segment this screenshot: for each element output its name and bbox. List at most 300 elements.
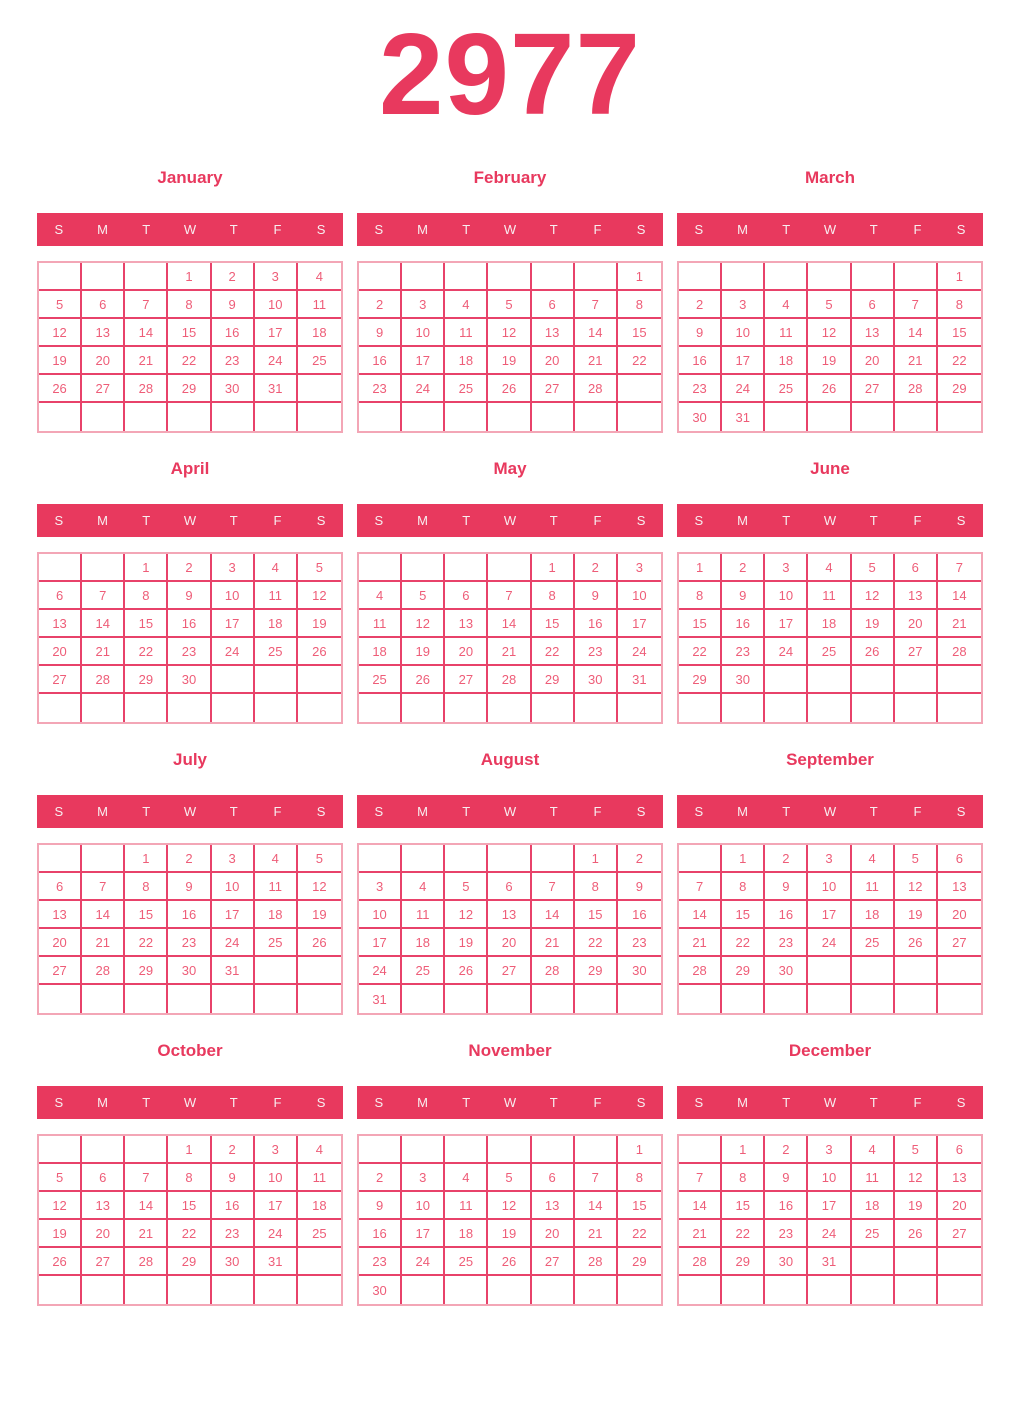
- day-cell: 24: [212, 638, 255, 666]
- weekday-label: S: [316, 804, 326, 819]
- day-cell: 4: [359, 582, 402, 610]
- month-date-grid: [677, 843, 983, 1015]
- day-cell: 3: [255, 1136, 298, 1164]
- empty-day-cell: [298, 403, 341, 431]
- day-cell: 25: [298, 1220, 341, 1248]
- day-cell: 19: [445, 929, 488, 957]
- month-april: [37, 447, 343, 724]
- day-cell: 19: [39, 1220, 82, 1248]
- day-cell: 18: [445, 347, 488, 375]
- day-cell: 3: [255, 263, 298, 291]
- day-cell: 5: [445, 873, 488, 901]
- day-cell: 8: [722, 873, 765, 901]
- day-cell: 8: [938, 291, 981, 319]
- day-cell: 25: [255, 638, 298, 666]
- day-cell: 18: [445, 1220, 488, 1248]
- month-date-grid: [37, 843, 343, 1015]
- empty-day-cell: [852, 957, 895, 985]
- day-cell: 28: [488, 666, 531, 694]
- day-cell: 3: [722, 291, 765, 319]
- empty-day-cell: [488, 985, 531, 1013]
- day-cell: 4: [852, 1136, 895, 1164]
- empty-day-cell: [808, 666, 851, 694]
- empty-day-cell: [445, 1276, 488, 1304]
- empty-day-cell: [765, 263, 808, 291]
- day-cell: 14: [125, 1192, 168, 1220]
- empty-day-cell: [212, 403, 255, 431]
- day-cell: 28: [125, 375, 168, 403]
- day-cell: 1: [168, 263, 211, 291]
- month-date-grid: [357, 843, 663, 1015]
- empty-day-cell: [532, 985, 575, 1013]
- weekday-label: T: [782, 513, 791, 528]
- empty-day-cell: [488, 403, 531, 431]
- empty-day-cell: [402, 403, 445, 431]
- month-december: [677, 1029, 983, 1306]
- day-cell: 5: [895, 845, 938, 873]
- day-cell: 21: [125, 1220, 168, 1248]
- weekday-label: M: [97, 513, 108, 528]
- day-cell: 10: [212, 873, 255, 901]
- day-cell: 5: [895, 1136, 938, 1164]
- day-cell: 27: [445, 666, 488, 694]
- day-cell: 21: [532, 929, 575, 957]
- day-cell: 22: [168, 347, 211, 375]
- day-cell: 4: [402, 873, 445, 901]
- weekday-header-row: [357, 504, 663, 537]
- day-cell: 24: [402, 1248, 445, 1276]
- day-cell: 2: [618, 845, 661, 873]
- weekday-header-row: [37, 1086, 343, 1119]
- day-cell: 10: [808, 1164, 851, 1192]
- day-cell: 9: [618, 873, 661, 901]
- day-cell: 24: [808, 929, 851, 957]
- day-cell: 2: [765, 1136, 808, 1164]
- day-cell: 13: [39, 610, 82, 638]
- day-cell: 28: [82, 666, 125, 694]
- day-cell: 17: [808, 1192, 851, 1220]
- day-cell: 8: [532, 582, 575, 610]
- day-cell: 15: [168, 1192, 211, 1220]
- day-cell: 19: [488, 347, 531, 375]
- empty-day-cell: [445, 403, 488, 431]
- empty-day-cell: [808, 263, 851, 291]
- empty-day-cell: [39, 1136, 82, 1164]
- day-cell: 10: [808, 873, 851, 901]
- day-cell: 25: [402, 957, 445, 985]
- weekday-label: M: [417, 222, 428, 237]
- day-cell: 6: [852, 291, 895, 319]
- empty-day-cell: [212, 666, 255, 694]
- weekday-label: W: [503, 513, 517, 528]
- empty-day-cell: [445, 845, 488, 873]
- day-cell: 19: [39, 347, 82, 375]
- day-cell: 31: [255, 1248, 298, 1276]
- weekday-header-row: [357, 213, 663, 246]
- empty-day-cell: [618, 694, 661, 722]
- empty-day-cell: [39, 263, 82, 291]
- day-cell: 17: [765, 610, 808, 638]
- weekday-label: T: [869, 513, 878, 528]
- day-cell: 18: [255, 901, 298, 929]
- day-cell: 3: [808, 1136, 851, 1164]
- weekday-label: S: [694, 804, 704, 819]
- empty-day-cell: [488, 1136, 531, 1164]
- day-cell: 21: [82, 929, 125, 957]
- day-cell: 5: [298, 845, 341, 873]
- month-january: [37, 156, 343, 433]
- calendar-months: [0, 156, 1020, 1320]
- weekday-label: S: [374, 1095, 384, 1110]
- day-cell: 17: [359, 929, 402, 957]
- day-cell: 15: [722, 901, 765, 929]
- day-cell: 20: [938, 901, 981, 929]
- weekday-label: T: [869, 222, 878, 237]
- day-cell: 23: [168, 638, 211, 666]
- weekday-label: S: [54, 222, 64, 237]
- day-cell: 22: [532, 638, 575, 666]
- month-date-grid: [37, 261, 343, 433]
- day-cell: 10: [359, 901, 402, 929]
- day-cell: 12: [895, 873, 938, 901]
- day-cell: 8: [679, 582, 722, 610]
- weekday-label: W: [823, 1095, 837, 1110]
- day-cell: 6: [39, 582, 82, 610]
- day-cell: 28: [82, 957, 125, 985]
- weekday-label: S: [636, 513, 646, 528]
- day-cell: 11: [852, 1164, 895, 1192]
- day-cell: 17: [212, 901, 255, 929]
- day-cell: 27: [39, 957, 82, 985]
- day-cell: 24: [359, 957, 402, 985]
- day-cell: 29: [722, 1248, 765, 1276]
- day-cell: 7: [895, 291, 938, 319]
- day-cell: 26: [895, 1220, 938, 1248]
- month-october: [37, 1029, 343, 1306]
- day-cell: 1: [168, 1136, 211, 1164]
- weekday-label: S: [54, 804, 64, 819]
- weekday-label: W: [503, 1095, 517, 1110]
- day-cell: 22: [679, 638, 722, 666]
- day-cell: 20: [532, 1220, 575, 1248]
- empty-day-cell: [125, 694, 168, 722]
- empty-day-cell: [532, 403, 575, 431]
- weekday-header-row: [677, 1086, 983, 1119]
- day-cell: 5: [488, 291, 531, 319]
- empty-day-cell: [895, 957, 938, 985]
- month-march: [677, 156, 983, 433]
- day-cell: 30: [168, 957, 211, 985]
- day-cell: 10: [402, 319, 445, 347]
- empty-day-cell: [722, 263, 765, 291]
- month-date-grid: [677, 552, 983, 724]
- month-title: September: [786, 750, 874, 769]
- weekday-label: S: [636, 804, 646, 819]
- day-cell: 21: [575, 1220, 618, 1248]
- day-cell: 20: [895, 610, 938, 638]
- day-cell: 7: [575, 1164, 618, 1192]
- day-cell: 25: [808, 638, 851, 666]
- day-cell: 1: [722, 1136, 765, 1164]
- day-cell: 27: [532, 375, 575, 403]
- day-cell: 10: [402, 1192, 445, 1220]
- empty-day-cell: [82, 403, 125, 431]
- empty-day-cell: [532, 263, 575, 291]
- empty-day-cell: [852, 1248, 895, 1276]
- weekday-label: S: [54, 1095, 64, 1110]
- day-cell: 7: [82, 873, 125, 901]
- day-cell: 24: [255, 347, 298, 375]
- day-cell: 22: [168, 1220, 211, 1248]
- month-title: March: [804, 168, 856, 187]
- day-cell: 18: [808, 610, 851, 638]
- day-cell: 22: [125, 638, 168, 666]
- day-cell: 13: [532, 319, 575, 347]
- month-title: January: [157, 168, 223, 187]
- day-cell: 22: [125, 929, 168, 957]
- empty-day-cell: [895, 263, 938, 291]
- day-cell: 11: [402, 901, 445, 929]
- day-cell: 23: [618, 929, 661, 957]
- day-cell: 8: [618, 1164, 661, 1192]
- day-cell: 29: [125, 957, 168, 985]
- day-cell: 10: [255, 291, 298, 319]
- day-cell: 14: [679, 901, 722, 929]
- empty-day-cell: [445, 263, 488, 291]
- month-february: [357, 156, 663, 433]
- month-august: [357, 738, 663, 1015]
- month-title: July: [172, 750, 208, 769]
- day-cell: 6: [39, 873, 82, 901]
- weekday-label: W: [183, 1095, 197, 1110]
- day-cell: 13: [852, 319, 895, 347]
- weekday-label: W: [503, 804, 517, 819]
- day-cell: 17: [402, 347, 445, 375]
- empty-day-cell: [488, 263, 531, 291]
- day-cell: 30: [722, 666, 765, 694]
- weekday-label: S: [956, 222, 966, 237]
- weekday-label: S: [636, 222, 646, 237]
- day-cell: 4: [445, 291, 488, 319]
- weekday-label: S: [636, 1095, 646, 1110]
- day-cell: 3: [402, 291, 445, 319]
- empty-day-cell: [895, 403, 938, 431]
- day-cell: 13: [39, 901, 82, 929]
- day-cell: 21: [679, 1220, 722, 1248]
- empty-day-cell: [938, 694, 981, 722]
- weekday-label: F: [593, 1095, 602, 1110]
- day-cell: 10: [722, 319, 765, 347]
- day-cell: 13: [895, 582, 938, 610]
- day-cell: 24: [212, 929, 255, 957]
- empty-day-cell: [212, 1276, 255, 1304]
- day-cell: 21: [679, 929, 722, 957]
- day-cell: 5: [488, 1164, 531, 1192]
- day-cell: 22: [618, 347, 661, 375]
- day-cell: 5: [852, 554, 895, 582]
- year-title: 2977: [378, 9, 642, 139]
- weekday-label: T: [142, 222, 151, 237]
- day-cell: 12: [895, 1164, 938, 1192]
- day-cell: 6: [895, 554, 938, 582]
- day-cell: 30: [575, 666, 618, 694]
- day-cell: 1: [125, 554, 168, 582]
- day-cell: 20: [852, 347, 895, 375]
- day-cell: 12: [488, 319, 531, 347]
- weekday-label: T: [462, 804, 471, 819]
- day-cell: 18: [852, 1192, 895, 1220]
- day-cell: 4: [298, 263, 341, 291]
- day-cell: 27: [852, 375, 895, 403]
- empty-day-cell: [39, 985, 82, 1013]
- day-cell: 3: [808, 845, 851, 873]
- weekday-label: S: [956, 513, 966, 528]
- day-cell: 9: [765, 873, 808, 901]
- day-cell: 21: [82, 638, 125, 666]
- day-cell: 4: [765, 291, 808, 319]
- empty-day-cell: [532, 845, 575, 873]
- weekday-label: S: [374, 222, 384, 237]
- day-cell: 23: [765, 929, 808, 957]
- empty-day-cell: [82, 985, 125, 1013]
- weekday-label: T: [869, 1095, 878, 1110]
- empty-day-cell: [298, 666, 341, 694]
- day-cell: 25: [445, 1248, 488, 1276]
- month-date-grid: [677, 261, 983, 433]
- weekday-label: W: [183, 222, 197, 237]
- month-date-grid: [357, 261, 663, 433]
- day-cell: 25: [852, 1220, 895, 1248]
- weekday-label: M: [97, 1095, 108, 1110]
- day-cell: 29: [168, 1248, 211, 1276]
- weekday-label: F: [593, 222, 602, 237]
- day-cell: 6: [938, 1136, 981, 1164]
- day-cell: 3: [402, 1164, 445, 1192]
- day-cell: 12: [808, 319, 851, 347]
- day-cell: 16: [212, 319, 255, 347]
- empty-day-cell: [39, 403, 82, 431]
- empty-day-cell: [532, 1136, 575, 1164]
- day-cell: 19: [298, 901, 341, 929]
- day-cell: 20: [938, 1192, 981, 1220]
- weekday-label: S: [316, 513, 326, 528]
- day-cell: 29: [618, 1248, 661, 1276]
- day-cell: 20: [82, 1220, 125, 1248]
- empty-day-cell: [938, 957, 981, 985]
- day-cell: 9: [679, 319, 722, 347]
- empty-day-cell: [125, 1276, 168, 1304]
- weekday-header-row: [677, 504, 983, 537]
- day-cell: 8: [618, 291, 661, 319]
- day-cell: 14: [679, 1192, 722, 1220]
- day-cell: 7: [679, 873, 722, 901]
- day-cell: 7: [575, 291, 618, 319]
- day-cell: 13: [445, 610, 488, 638]
- empty-day-cell: [402, 985, 445, 1013]
- weekday-label: T: [782, 222, 791, 237]
- day-cell: 12: [298, 873, 341, 901]
- weekday-label: S: [374, 804, 384, 819]
- empty-day-cell: [488, 1276, 531, 1304]
- day-cell: 13: [938, 1164, 981, 1192]
- month-title: June: [810, 459, 850, 478]
- day-cell: 25: [298, 347, 341, 375]
- day-cell: 7: [125, 1164, 168, 1192]
- empty-day-cell: [359, 403, 402, 431]
- day-cell: 14: [532, 901, 575, 929]
- day-cell: 5: [39, 1164, 82, 1192]
- day-cell: 12: [445, 901, 488, 929]
- empty-day-cell: [168, 694, 211, 722]
- day-cell: 22: [722, 1220, 765, 1248]
- weekday-label: T: [782, 1095, 791, 1110]
- day-cell: 26: [445, 957, 488, 985]
- day-cell: 23: [722, 638, 765, 666]
- empty-day-cell: [765, 694, 808, 722]
- empty-day-cell: [445, 554, 488, 582]
- empty-day-cell: [895, 694, 938, 722]
- day-cell: 17: [402, 1220, 445, 1248]
- day-cell: 18: [298, 1192, 341, 1220]
- weekday-label: W: [503, 222, 517, 237]
- weekday-label: F: [273, 513, 282, 528]
- day-cell: 31: [212, 957, 255, 985]
- empty-day-cell: [895, 666, 938, 694]
- day-cell: 13: [488, 901, 531, 929]
- day-cell: 24: [765, 638, 808, 666]
- empty-day-cell: [125, 403, 168, 431]
- empty-day-cell: [39, 554, 82, 582]
- empty-day-cell: [852, 1276, 895, 1304]
- day-cell: 23: [575, 638, 618, 666]
- day-cell: 14: [895, 319, 938, 347]
- day-cell: 13: [82, 319, 125, 347]
- weekday-label: S: [694, 1095, 704, 1110]
- day-cell: 27: [39, 666, 82, 694]
- day-cell: 28: [125, 1248, 168, 1276]
- day-cell: 1: [125, 845, 168, 873]
- day-cell: 30: [359, 1276, 402, 1304]
- weekday-label: T: [549, 804, 558, 819]
- day-cell: 27: [895, 638, 938, 666]
- day-cell: 24: [722, 375, 765, 403]
- empty-day-cell: [445, 985, 488, 1013]
- weekday-label: M: [737, 804, 748, 819]
- day-cell: 12: [39, 1192, 82, 1220]
- day-cell: 3: [618, 554, 661, 582]
- day-cell: 31: [808, 1248, 851, 1276]
- weekday-label: T: [229, 513, 238, 528]
- empty-day-cell: [488, 845, 531, 873]
- day-cell: 3: [359, 873, 402, 901]
- day-cell: 16: [359, 347, 402, 375]
- day-cell: 9: [212, 1164, 255, 1192]
- empty-day-cell: [298, 694, 341, 722]
- day-cell: 3: [212, 554, 255, 582]
- day-cell: 12: [298, 582, 341, 610]
- day-cell: 20: [488, 929, 531, 957]
- empty-day-cell: [618, 403, 661, 431]
- day-cell: 4: [255, 845, 298, 873]
- month-september: [677, 738, 983, 1015]
- day-cell: 15: [722, 1192, 765, 1220]
- empty-day-cell: [402, 1276, 445, 1304]
- day-cell: 5: [402, 582, 445, 610]
- weekday-label: T: [142, 513, 151, 528]
- day-cell: 11: [255, 873, 298, 901]
- empty-day-cell: [808, 985, 851, 1013]
- day-cell: 23: [168, 929, 211, 957]
